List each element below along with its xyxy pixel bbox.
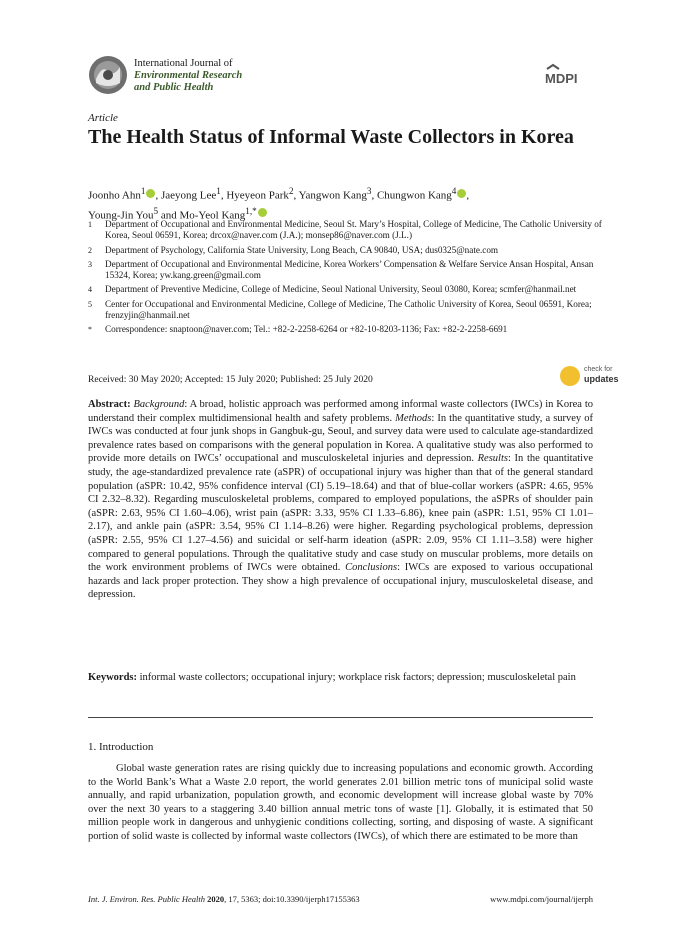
- affiliation-text: Center for Occupational and Environmental Medicine, College of Medicine, The Catholic University of Korea, Seoul 06591, Korea; frenzyjin@hanmail.net: [105, 298, 592, 321]
- section-heading: 1. Introduction: [88, 741, 154, 753]
- affiliation-text: Department of Psychology, California State University, Long Beach, CA 90840, USA; dus0325@nate.com: [105, 244, 499, 255]
- intro-paragraph: [88, 762, 593, 844]
- author-affil: 1,*: [245, 205, 257, 216]
- affiliation-number: 4: [88, 285, 92, 295]
- affiliation-number: 3: [88, 259, 92, 269]
- citation-link[interactable]: 1: [440, 803, 446, 815]
- check-updates-line1: check for: [584, 366, 613, 373]
- keywords: [88, 671, 593, 685]
- abstract-conclusions-label: Conclusions: [345, 562, 398, 574]
- abstract-background-text: : A broad, holistic approach was performed among informal waste collectors (IWCs) in Korea to understand their complex multidimensional health and safety problems.: [88, 399, 593, 424]
- intro-text: ]. Globally, it is estimated that 50 million people work in dangerous and unhygienic conditions collecting, sorting, and disposing of waste. A significant portion of solid waste is collected by informal waste collectors (IWCs), of which there are estimated to be more than: [88, 803, 593, 842]
- journal-name-line2: Environmental Research: [134, 70, 243, 81]
- publisher-name: MDPI: [545, 71, 578, 86]
- affiliation-number: *: [88, 325, 92, 335]
- abstract-conclusions-text: : IWCs are exposed to various occupational hazards and lack proper protection. They show a high prevalence of occupational injury, musculoskeletal disease, and depression.: [88, 562, 594, 601]
- section-divider: [88, 717, 593, 718]
- affiliation: [88, 284, 603, 295]
- article-title: The Health Status of Informal Waste Collectors in Korea: [88, 126, 574, 148]
- journal-name-line1: International Journal of: [134, 58, 233, 69]
- correspondence-text: Correspondence: snaptoon@naver.com; Tel.: +82-2-2258-6264 or +82-10-8203-1136; Fax: +82-2-2258-6691: [105, 324, 508, 335]
- author-name: , Hyeyeon Park: [220, 189, 289, 202]
- affiliation: [88, 245, 603, 256]
- author-name: Young-Jin You: [88, 209, 154, 222]
- author-name: , Chungwon Kang: [371, 189, 452, 202]
- keywords-label: Keywords:: [88, 672, 137, 683]
- journal-name-line3: and Public Health: [134, 82, 214, 93]
- affiliation-text: Department of Occupational and Environmental Medicine, Seoul St. Mary’s Hospital, College of Medicine, The Catholic University of Korea, Seoul 06591, Korea; drcox@naver.com (J.A.); monsep86@naver.com (J.L.): [105, 219, 602, 241]
- check-updates-icon: [560, 366, 580, 386]
- abstract: [88, 398, 593, 602]
- affiliation: [88, 259, 603, 282]
- author-affil: 1: [140, 186, 146, 196]
- publication-dates: Received: 30 May 2020; Accepted: 15 July 2020; Published: 25 July 2020: [88, 374, 373, 385]
- affiliation: [88, 299, 603, 322]
- abstract-background-label: Background: [133, 399, 185, 410]
- author-affil: 1: [216, 186, 221, 196]
- affiliation-number: 1: [88, 220, 92, 229]
- author-name: and Mo-Yeol Kang: [158, 209, 246, 222]
- keywords-text: informal waste collectors; occupational injury; workplace risk factors; depression; musculoskeletal pain: [139, 672, 576, 683]
- abstract-methods-label: Methods: [395, 412, 432, 424]
- footer-year: 2020: [207, 894, 225, 904]
- author-name: Joonho Ahn: [88, 189, 141, 202]
- check-updates-line2: updates: [584, 374, 619, 384]
- author-affil: 5: [153, 205, 159, 216]
- author-affil: 2: [288, 186, 294, 196]
- footer-url[interactable]: www.mdpi.com/journal/ijerph: [490, 894, 593, 904]
- affiliation-number: 2: [88, 245, 92, 255]
- author-name: , Yangwon Kang: [293, 189, 367, 202]
- journal-name: [134, 58, 242, 94]
- publisher-logo: [543, 63, 591, 87]
- footer-journal: Int. J. Environ. Res. Public Health: [88, 894, 206, 904]
- affiliation-text: Department of Preventive Medicine, College of Medicine, Seoul National University, Seoul 03080, Korea; scmfer@hanmail.net: [105, 284, 577, 295]
- affiliation: [88, 219, 603, 242]
- author-affil: 3: [366, 186, 372, 196]
- affiliation-list: [88, 219, 603, 339]
- author-affil: 4: [451, 186, 457, 196]
- footer-doi: , 17, 5363; doi:10.3390/ijerph17155363: [224, 894, 360, 904]
- journal-logo: [88, 55, 128, 95]
- abstract-label: Abstract:: [88, 399, 131, 410]
- article-type: Article: [88, 112, 118, 124]
- footer-citation: [88, 894, 360, 904]
- abstract-methods-text: : In the quantitative study, a survey of IWCs was conducted at four junk shops in Gangbuk-gu, Seoul, and survey data were used to calculate age-standardized prevalence rates based on comparisons with the general population in Korea. A qualitative study was also performed to provide more details on IWCs’ occupational and musculoskeletal injuries and depression.: [88, 412, 594, 465]
- affiliation-number: 5: [88, 299, 92, 309]
- abstract-results-text: : In the quantitative study, the age-standardized prevalence rate (aSPR) of occupational injury was higher than that of the general standard population (aSPR: 10.42, 95% confidence interval (CI) 5.19–18.64) and that of blue-collar workers (aSPR: 4.65, 95% CI 2.32–8.32). Regarding musculoskeletal problems, compared to employed populations, the aSPRs of shoulder pain (aSPR: 2.63, 95% CI 1.60–4.06), wrist pain (aSPR: 3.33, 95% CI 1.33–6.86), knee pain (aSPR: 1.51, 95% CI 1.01–2.17), and ankle pain (aSPR: 3.54, 95% CI 1.14–8.26) were higher. Regarding psychological problems, depression (aSPR: 2.55, 95% CI 1.27–4.56) and suicidal or self-harm ideation (aSPR: 2.09, 95% CI 1.11–3.58) were higher compared to general populations. Through the qualitative study and case study on muscular problems, more details on the work environment problems of IWCs were obtained.: [88, 453, 593, 574]
- correspondence: [88, 324, 603, 335]
- affiliation-text: Department of Occupational and Environmental Medicine, Korea Workers’ Compensation & Welfare Service Ansan Hospital, Ansan 15324, Korea; yw.kang.green@gmail.com: [105, 258, 594, 281]
- author-list: [88, 184, 598, 223]
- author-name: , Jaeyong Lee: [155, 189, 217, 202]
- check-updates-button[interactable]: [560, 364, 620, 390]
- intro-text: Global waste generation rates are rising quickly due to increasing populations and economic growth. According to the World Bank’s What a Waste 2.0 report, the world generates 2.01 billion metric tons of municipal solid waste annually, and rapid urbanization, population growth, and economic development will increase global waste by 70% over the next 30 years to a staggering 3.40 billion annual metric tons of waste [: [88, 763, 593, 815]
- author-separator: ,: [466, 189, 470, 202]
- abstract-results-label: Results: [477, 453, 508, 465]
- orcid-icon[interactable]: [258, 208, 267, 217]
